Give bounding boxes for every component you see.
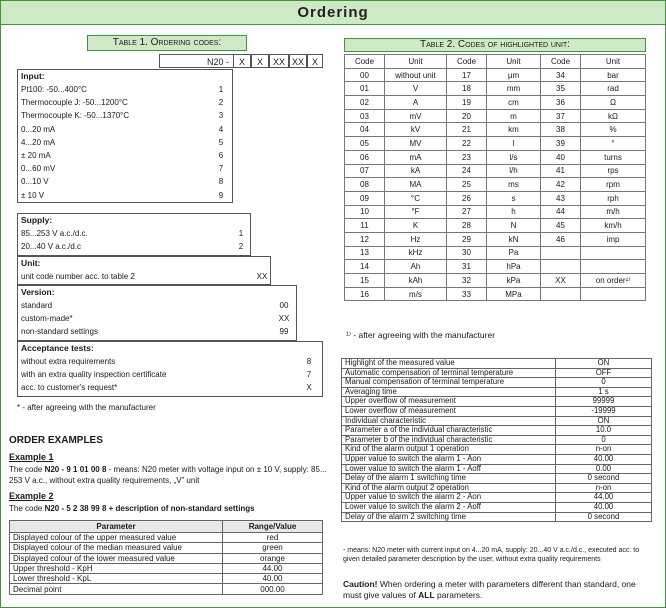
- parameter-name: Decimal point: [10, 584, 223, 594]
- example2-pre: The code: [9, 504, 45, 513]
- setting-value: 40.00: [556, 454, 652, 464]
- table-row: [345, 205, 646, 219]
- input-value: 6: [218, 150, 224, 160]
- code-cell: 18: [447, 82, 487, 96]
- table2-title: Table 2. Codes of highlighted unit:: [344, 38, 646, 52]
- example1-desc: - means: N20 meter with voltage input on ± 10 V, supply: 85... 253 V a.c., without extra quality requirements, „V” unit: [9, 465, 327, 485]
- table-row: [10, 533, 323, 543]
- input-value: 7: [218, 164, 224, 174]
- supply-value: 1: [238, 229, 244, 238]
- parameter-value: 000.00: [223, 584, 323, 594]
- table-row: [345, 109, 646, 123]
- unit-cell: A: [385, 96, 447, 110]
- parameter-name: Upper threshold - KpH: [10, 563, 223, 573]
- acceptance-row: [18, 355, 322, 368]
- unit-cell: kPa: [487, 274, 541, 288]
- input-value: 8: [218, 177, 224, 187]
- setting-name: Upper overflow of measurement: [342, 397, 556, 407]
- setting-name: Upper value to switch the alarm 2 - Aon: [342, 493, 556, 503]
- code-cell: 22: [447, 137, 487, 151]
- setting-value: n-on: [556, 483, 652, 493]
- code-slot-unit: XX: [269, 54, 289, 68]
- table-row: [10, 563, 323, 573]
- input-row: [18, 175, 232, 188]
- unit-cell: Pa: [487, 246, 541, 260]
- acceptance-label: with an extra quality inspection certificate: [21, 370, 167, 380]
- unit-cell: %: [581, 123, 646, 137]
- unit-cell: rad: [581, 82, 646, 96]
- unit-cell: mm: [487, 82, 541, 96]
- table-row: [342, 502, 652, 512]
- table-row: [345, 260, 646, 274]
- unit-cell: cm: [487, 96, 541, 110]
- setting-value: 40.00: [556, 502, 652, 512]
- input-row: [18, 136, 232, 149]
- code-cell: [541, 246, 581, 260]
- table-row: [345, 191, 646, 205]
- table-row: [342, 359, 652, 369]
- unit-cell: N: [487, 219, 541, 233]
- setting-name: Lower overflow of measurement: [342, 406, 556, 416]
- parameter-name: Lower threshold - KpL: [10, 574, 223, 584]
- code-cell: 07: [345, 164, 385, 178]
- acceptance-section: [17, 341, 323, 397]
- caution-tail: parameters.: [434, 590, 483, 600]
- supply-row: [18, 227, 250, 240]
- unit-cell: km/h: [581, 219, 646, 233]
- code-cell: [541, 287, 581, 301]
- unit-cell: Hz: [385, 232, 447, 246]
- unit-cell: turns: [581, 150, 646, 164]
- supply-value: 2: [238, 242, 244, 252]
- code-cell: 00: [345, 68, 385, 82]
- code-cell: 30: [447, 246, 487, 260]
- unit-cell: °F: [385, 205, 447, 219]
- code-cell: 39: [541, 137, 581, 151]
- code-cell: 12: [345, 232, 385, 246]
- setting-name: Delay of the alarm 1 switching time: [342, 474, 556, 484]
- unit-cell: h: [487, 205, 541, 219]
- code-cell: 02: [345, 96, 385, 110]
- setting-value: ON: [556, 416, 652, 426]
- example1-pre: The code: [9, 465, 45, 474]
- unit-cell: µm: [487, 68, 541, 82]
- code-slot-acceptance: X: [307, 54, 323, 68]
- unit-cell: bar: [581, 68, 646, 82]
- version-value: 99: [279, 327, 289, 337]
- code-cell: 14: [345, 260, 385, 274]
- setting-name: Individual characteristic: [342, 416, 556, 426]
- supply-row: [18, 240, 250, 253]
- unit-cell: kΩ: [581, 109, 646, 123]
- column-header: Unit: [581, 55, 646, 69]
- input-label: ± 20 mA: [21, 150, 51, 160]
- setting-value: 0 second: [556, 512, 652, 522]
- example2-text: [9, 503, 329, 514]
- column-header: Parameter: [10, 521, 223, 533]
- table-row: [342, 426, 652, 436]
- table-row: [342, 406, 652, 416]
- table1-title: Table 1. Ordering codes:: [87, 35, 247, 51]
- unit-value: XX: [256, 272, 268, 281]
- unit-cell: mA: [385, 150, 447, 164]
- unit-cell: ms: [487, 178, 541, 192]
- unit-cell: rps: [581, 164, 646, 178]
- table-row: [345, 68, 646, 82]
- code-cell: 21: [447, 123, 487, 137]
- code-cell: 37: [541, 109, 581, 123]
- table-row: [342, 378, 652, 388]
- setting-value: n-on: [556, 445, 652, 455]
- example1-heading: Example 1: [9, 452, 54, 462]
- unit-cell: [581, 260, 646, 274]
- supply-label: 20...40 V a.c./d.c: [21, 242, 82, 252]
- setting-name: Parameter a of the individual characteristic: [342, 426, 556, 436]
- unit-cell: hPa: [487, 260, 541, 274]
- unit-cell: kAh: [385, 274, 447, 288]
- setting-name: Parameter b of the individual characteristic: [342, 435, 556, 445]
- setting-value: ON: [556, 359, 652, 369]
- code-cell: 16: [345, 287, 385, 301]
- code-cell: 46: [541, 232, 581, 246]
- table-header-row: [10, 521, 323, 533]
- version-label: standard: [21, 301, 53, 310]
- code-cell: 35: [541, 82, 581, 96]
- table-header-row: [345, 55, 646, 69]
- unit-codes-table: [344, 54, 646, 301]
- unit-cell: imp: [581, 232, 646, 246]
- setting-value: 44.00: [556, 493, 652, 503]
- code-slot-version: XX: [289, 54, 307, 68]
- unit-cell: km: [487, 123, 541, 137]
- setting-value: OFF: [556, 368, 652, 378]
- setting-name: Kind of the alarm output 2 operation: [342, 483, 556, 493]
- code-cell: 24: [447, 164, 487, 178]
- setting-value: 0: [556, 378, 652, 388]
- unit-cell: MPa: [487, 287, 541, 301]
- unit-cell: s: [487, 191, 541, 205]
- acceptance-header: Acceptance tests:: [21, 343, 94, 353]
- input-row: [18, 83, 232, 96]
- input-row: [18, 123, 232, 136]
- unit-cell: Ah: [385, 260, 447, 274]
- unit-cell: without unit: [385, 68, 447, 82]
- unit-cell: l/h: [487, 164, 541, 178]
- table-row: [345, 82, 646, 96]
- code-cell: 15: [345, 274, 385, 288]
- unit-cell: Ω: [581, 96, 646, 110]
- acceptance-value: 8: [306, 357, 312, 366]
- version-label: non-standard settings: [21, 327, 98, 337]
- acceptance-label: without extra requirements: [21, 357, 116, 366]
- setting-name: Kind of the alarm output 1 operation: [342, 445, 556, 455]
- unit-cell: MA: [385, 178, 447, 192]
- column-header: Code: [447, 55, 487, 69]
- input-row: [18, 149, 232, 162]
- setting-name: Lower value to switch the alarm 2 - Aoff: [342, 502, 556, 512]
- table-row: [10, 574, 323, 584]
- input-label: ± 10 V: [21, 190, 45, 200]
- code-cell: 31: [447, 260, 487, 274]
- code-cell: 04: [345, 123, 385, 137]
- unit-cell: l: [487, 137, 541, 151]
- example2-code: N20 - 5 2 38 99 8 + description of non-standard settings: [44, 504, 255, 513]
- input-label: Thermocouple J: -50...1200°C: [21, 98, 128, 108]
- unit-header: Unit:: [21, 258, 41, 268]
- setting-name: Upper value to switch the alarm 1 - Aon: [342, 454, 556, 464]
- input-row: [18, 162, 232, 175]
- example1-code: N20 - 9 1 01 00 8: [44, 465, 107, 474]
- unit-cell: kV: [385, 123, 447, 137]
- setting-name: Lower value to switch the alarm 1 - Aoff: [342, 464, 556, 474]
- table-row: [345, 219, 646, 233]
- version-row: [18, 325, 296, 338]
- code-cell: 41: [541, 164, 581, 178]
- code-cell: 17: [447, 68, 487, 82]
- version-row: [18, 312, 296, 325]
- unit-cell: °C: [385, 191, 447, 205]
- code-cell: 20: [447, 109, 487, 123]
- version-value: XX: [278, 314, 290, 324]
- parameter-name: Displayed colour of the lower measured value: [10, 553, 223, 563]
- acceptance-value: X: [306, 383, 312, 393]
- input-label: 0...20 mA: [21, 124, 56, 134]
- column-header: Code: [541, 55, 581, 69]
- column-header: Unit: [487, 55, 541, 69]
- version-row: [18, 299, 296, 312]
- column-header: Code: [345, 55, 385, 69]
- code-cell: 10: [345, 205, 385, 219]
- input-label: 0...10 V: [21, 177, 49, 187]
- example2-table: [9, 520, 323, 595]
- example1-text: [9, 464, 329, 486]
- unit-cell: m/s: [385, 287, 447, 301]
- setting-name: Automatic compensation of terminal temperature: [342, 368, 556, 378]
- code-cell: 23: [447, 150, 487, 164]
- acceptance-value: 7: [306, 370, 312, 380]
- code-cell: 34: [541, 68, 581, 82]
- unit-cell: l/s: [487, 150, 541, 164]
- unit-cell: rpm: [581, 178, 646, 192]
- caution-all: ALL: [418, 590, 435, 600]
- code-cell: 09: [345, 191, 385, 205]
- table-row: [342, 445, 652, 455]
- input-row: [18, 189, 232, 202]
- unit-cell: °: [581, 137, 646, 151]
- version-section: [17, 285, 297, 341]
- table-row: [342, 512, 652, 522]
- code-cell: 11: [345, 219, 385, 233]
- table-row: [345, 96, 646, 110]
- acceptance-row: [18, 381, 322, 394]
- input-value: 1: [218, 85, 224, 94]
- setting-value: 0: [556, 435, 652, 445]
- code-cell: 27: [447, 205, 487, 219]
- table-row: [342, 493, 652, 503]
- setting-value: 0.00: [556, 464, 652, 474]
- page-title: Ordering: [1, 1, 665, 25]
- parameter-value: green: [223, 543, 323, 553]
- version-value: 00: [279, 301, 289, 310]
- input-section: [17, 69, 233, 203]
- unit-cell: kN: [487, 232, 541, 246]
- table-row: [10, 584, 323, 594]
- table-row: [342, 454, 652, 464]
- code-cell: 36: [541, 96, 581, 110]
- parameter-name: Displayed colour of the median measured value: [10, 543, 223, 553]
- table-row: [345, 123, 646, 137]
- input-value: 5: [218, 137, 224, 147]
- version-header: Version:: [21, 287, 55, 297]
- column-header: Unit: [385, 55, 447, 69]
- unit-cell: mV: [385, 109, 447, 123]
- column-header: Range/Value: [223, 521, 323, 533]
- input-value: 2: [218, 98, 224, 108]
- unit-cell: [581, 287, 646, 301]
- table-row: [345, 178, 646, 192]
- input-value: 4: [218, 124, 224, 134]
- parameter-value: 44.00: [223, 563, 323, 573]
- example2-heading: Example 2: [9, 491, 54, 501]
- order-examples-title: ORDER EXAMPLES: [9, 435, 103, 446]
- code-cell: 44: [541, 205, 581, 219]
- setting-name: Highlight of the measured value: [342, 359, 556, 369]
- code-cell: 38: [541, 123, 581, 137]
- input-label: Pt100: -50...400°C: [21, 85, 87, 94]
- code-cell: 43: [541, 191, 581, 205]
- table2-footnote: ¹⁾ - after agreeing with the manufacturer: [346, 330, 496, 340]
- caution-label: Caution!: [343, 579, 378, 589]
- unit-cell: m: [487, 109, 541, 123]
- caution-note: [343, 579, 653, 601]
- input-label: Thermocouple K: -50...1370°C: [21, 111, 130, 121]
- setting-value: -19999: [556, 406, 652, 416]
- unit-cell: kHz: [385, 246, 447, 260]
- parameter-value: orange: [223, 553, 323, 563]
- acceptance-label: acc. to customer's request*: [21, 383, 118, 393]
- setting-value: 99999: [556, 397, 652, 407]
- table-row: [10, 543, 323, 553]
- acceptance-row: [18, 368, 322, 381]
- table-row: [345, 287, 646, 301]
- parameter-value: red: [223, 533, 323, 543]
- code-cell: 29: [447, 232, 487, 246]
- code-cell: 40: [541, 150, 581, 164]
- setting-name: Delay of the alarm 2 switching time: [342, 512, 556, 522]
- table-row: [345, 246, 646, 260]
- table-row: [345, 232, 646, 246]
- input-header: Input:: [21, 71, 45, 81]
- unit-cell: m/h: [581, 205, 646, 219]
- table-row: [10, 553, 323, 563]
- input-row: [18, 109, 232, 122]
- code-cell: 33: [447, 287, 487, 301]
- input-value: 3: [218, 111, 224, 121]
- supply-label: 85...253 V a.c./d.c.: [21, 229, 88, 238]
- parameter-name: Displayed colour of the upper measured value: [10, 533, 223, 543]
- table-row: [345, 274, 646, 288]
- code-slot-input: X: [233, 54, 251, 68]
- settings-table: [341, 358, 652, 522]
- setting-value: 1 s: [556, 387, 652, 397]
- table-row: [345, 150, 646, 164]
- unit-row: [18, 270, 270, 283]
- table-row: [345, 164, 646, 178]
- setting-name: Manual compensation of terminal temperature: [342, 378, 556, 388]
- code-cell: 42: [541, 178, 581, 192]
- code-cell: 28: [447, 219, 487, 233]
- unit-cell: V: [385, 82, 447, 96]
- code-prefix: N20 -: [159, 54, 233, 68]
- code-slot-supply: X: [251, 54, 269, 68]
- code-cell: [541, 260, 581, 274]
- unit-cell: rph: [581, 191, 646, 205]
- code-cell: 06: [345, 150, 385, 164]
- code-cell: 25: [447, 178, 487, 192]
- table-row: [345, 137, 646, 151]
- input-value: 9: [218, 190, 224, 200]
- code-cell: 03: [345, 109, 385, 123]
- unit-label: unit code number acc. to table 2: [21, 272, 135, 281]
- setting-name: Averaging time: [342, 387, 556, 397]
- code-cell: 13: [345, 246, 385, 260]
- code-cell: 01: [345, 82, 385, 96]
- code-cell: 05: [345, 137, 385, 151]
- table-row: [342, 474, 652, 484]
- code-cell: 26: [447, 191, 487, 205]
- table1-footnote: * - after agreeing with the manufacturer: [17, 403, 156, 412]
- unit-section: [17, 256, 271, 285]
- unit-cell: on order¹⁾: [581, 274, 646, 288]
- unit-cell: kA: [385, 164, 447, 178]
- parameter-value: 40.00: [223, 574, 323, 584]
- input-label: 0...60 mV: [21, 164, 56, 174]
- input-label: 4...20 mA: [21, 137, 56, 147]
- unit-cell: MV: [385, 137, 447, 151]
- input-row: [18, 96, 232, 109]
- setting-value: 10.0: [556, 426, 652, 436]
- code-cell: XX: [541, 274, 581, 288]
- code-cell: 45: [541, 219, 581, 233]
- unit-cell: K: [385, 219, 447, 233]
- code-cell: 19: [447, 96, 487, 110]
- setting-value: 0 second: [556, 474, 652, 484]
- settings-description: - means: N20 meter with current input on 4...20 mA, supply: 20...40 V a.c./d.c., executed acc. to given detailed parameter description by the user, without extra quality requirements: [343, 547, 640, 563]
- unit-cell: [581, 246, 646, 260]
- code-cell: 32: [447, 274, 487, 288]
- code-cell: 08: [345, 178, 385, 192]
- version-label: custom-made*: [21, 314, 73, 324]
- caution-text: When ordering a meter with parameters different than standard, one must give values of: [343, 579, 636, 600]
- supply-header: Supply:: [21, 215, 53, 225]
- supply-section: [17, 213, 251, 256]
